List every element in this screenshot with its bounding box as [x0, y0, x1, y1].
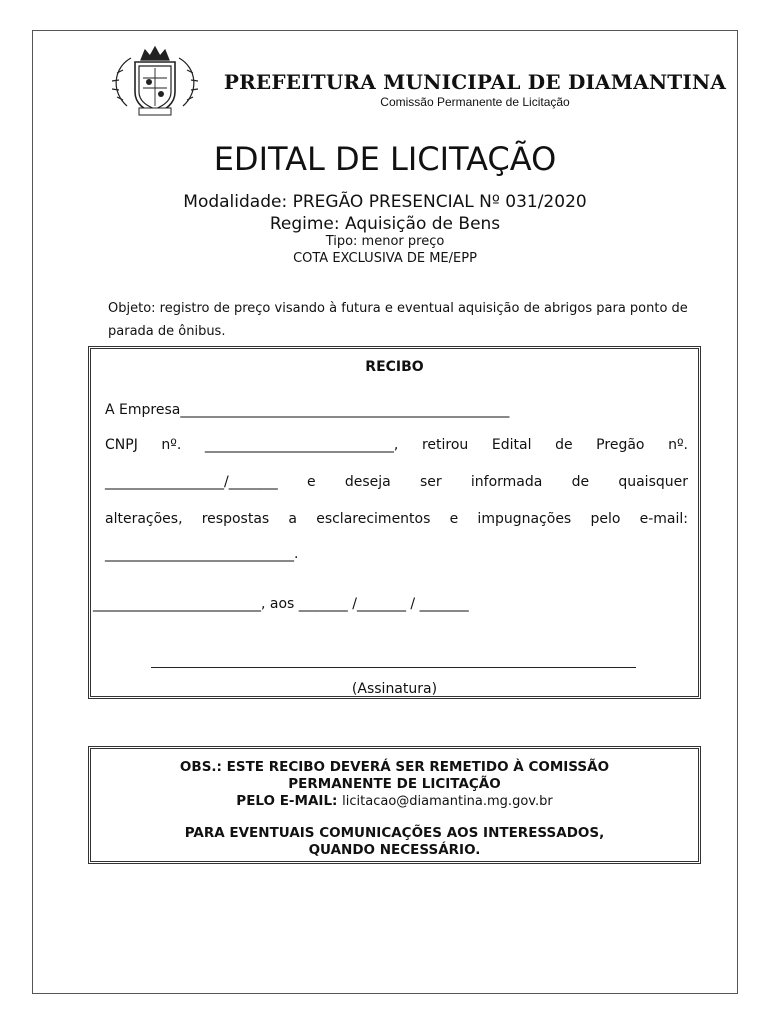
header-subtitle: Comissão Permanente de Licitação	[380, 95, 570, 109]
place-date-field[interactable]: ________________________, aos _______ /_______ / _______	[93, 596, 469, 612]
modalidade-text: Modalidade: PREGÃO PRESENCIAL Nº 031/2020	[183, 192, 587, 212]
obs-email-line	[91, 793, 698, 809]
obs-line-4: PARA EVENTUAIS COMUNICAÇÕES AOS INTERESSADOS,	[184, 825, 605, 841]
obs-line-1: OBS.: ESTE RECIBO DEVERÁ SER REMETIDO À COMISSÃO	[179, 759, 610, 775]
cnpj-field[interactable]: CNPJ nº. ___________________________, retirou Edital de Pregão nº.	[105, 437, 688, 453]
pregao-number-field[interactable]: _________________/_______ e deseja ser informada de quaisquer	[105, 474, 688, 490]
document-title: EDITAL DE LICITAÇÃO	[213, 140, 557, 178]
obs-line-5: QUANDO NECESSÁRIO.	[308, 842, 481, 858]
email-address-link[interactable]: licitacao@diamantina.mg.gov.br	[342, 794, 553, 809]
signature-label: (Assinatura)	[351, 681, 438, 697]
cota-text: COTA EXCLUSIVA DE ME/EPP	[293, 251, 477, 266]
email-instruction-text: alterações, respostas a esclarecimentos e impugnações pelo e-mail:	[105, 511, 688, 527]
email-field[interactable]: ___________________________.	[105, 546, 299, 562]
recibo-title: RECIBO	[365, 359, 424, 375]
empresa-field[interactable]: A Empresa_______________________________________________	[105, 402, 510, 418]
regime-text: Regime: Aquisição de Bens	[269, 214, 501, 234]
email-label: PELO E-MAIL:	[236, 793, 338, 809]
signature-line[interactable]	[151, 667, 636, 668]
objeto-paragraph: Objeto: registro de preço visando à futura e eventual aquisição de abrigos para ponto de parada de ônibus.	[108, 301, 688, 339]
obs-notice	[88, 746, 701, 864]
obs-line-2: PERMANENTE DE LICITAÇÃO	[288, 776, 501, 792]
tipo-text: Tipo: menor preço	[325, 234, 445, 249]
header-title: PREFEITURA MUNICIPAL DE DIAMANTINA	[223, 70, 727, 94]
recibo-form	[88, 346, 701, 699]
municipal-coat-of-arms-icon	[105, 44, 205, 122]
